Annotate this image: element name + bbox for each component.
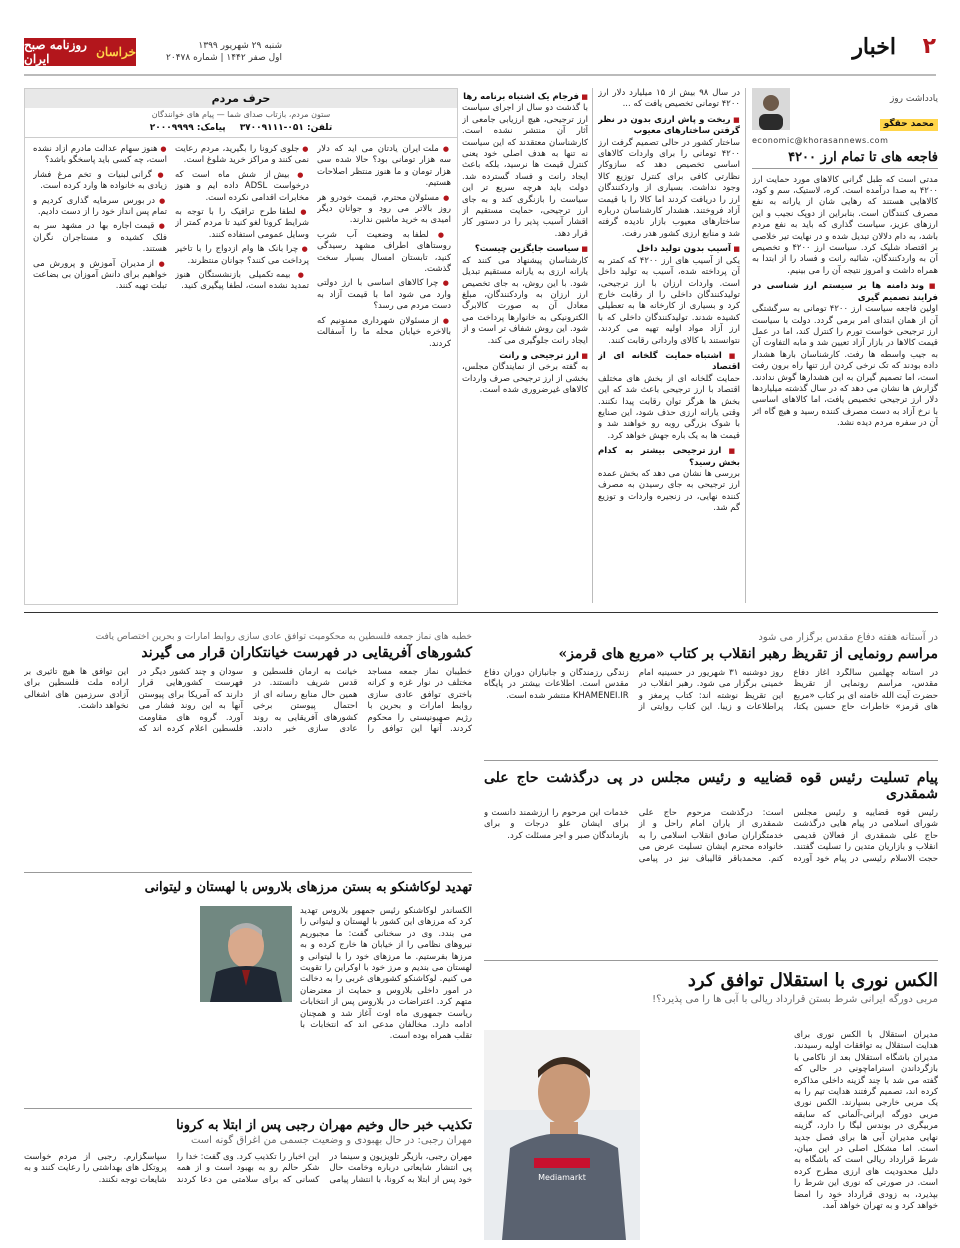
nouri-text: مدیران استقلال با الکس نوری برای هدایت استقلال به توافقات اولیه رسیدند. مدیران باشگاه استقلال بعد از ناکامی با بازگرداندن استراماچونی در حالی که گفته می شد با چند گزینه داخلی مذاکره کرده اند، تصمیم گرفتند هدایت تیم را به یک مربی خارجی بسپارند. الکس نوری مربی دورگه ایرانی-آلمانی که سابقه مربیگری در بوندس لیگا را دارد، گزینه نهایی مدیران آبی ها برای فصل جدید است. اما مشکل اصلی در این میان، شرط قرارداد ریالی است که باشگاه به دلیل محدودیت های ارزی مطرح کرده است. در صورتی که نوری این شرط را بپذیرد، به زودی قرارداد خود را امضا خواهد کرد و به تهران خواهد آمد. — [794, 1030, 938, 1212]
col2-sub3-text: حمایت گلخانه ای از بخش های مختلف اقتصاد با ارز ترجیحی باعث شد که این بخش ها هرگز توان رقابت پیدا نکنند. وقتی یارانه ارزی حذف شود، این صنایع با شوک بزرگی روبه رو خواهند شد و قیمت ها به یک باره جهش خواهد کرد. — [598, 373, 740, 441]
editorial-intro: مدتی است که طبل گرانی کالاهای مورد حمایت ارز ۴۲۰۰ به صدا درآمده است. کره، لاستیک، سم و کود، کالاهایی هستند که رهایی شان از یارانه به نفع مصرف کنندگان است. بنابراین از دوپک نجیب و این ارزهای عزیز، سیاست گذاری که باید به نفع مردم باشد، به دام دلالان تبدیل شده و در نهایت تیر خلاصی بر اقتصاد شلیک کرد. سیاست ارز ۴۲۰۰ و تخصیص آن به واردکنندگان، شائبه رانت و فساد را از ابتدا به همراه داشت و امروز نتیجه آن را می بینیم. — [752, 174, 938, 276]
nouri-title: الکس نوری با استقلال توافق کرد — [687, 970, 938, 991]
divider — [484, 960, 938, 961]
story-nouri — [484, 970, 938, 1011]
messages-column-2 — [175, 144, 309, 584]
condolence-title: پیام تسلیت رئیس قوه قضاییه و رئیس مجلس در پی درگذشت حاج علی شمقدری — [484, 770, 938, 802]
sms-number: ۲۰۰۰۹۹۹۹ — [149, 123, 194, 133]
nouri-kicker: مربی دورگه ایرانی شرط بستن قرارداد ریالی با آبی ها را می پذیرد؟! — [652, 994, 938, 1005]
people-box-title: حرف مردم — [25, 89, 457, 108]
editorial-author: محمد حقگو — [880, 119, 938, 130]
col2-lead: در سال ۹۸ بیش از ۱۵ میلیارد دلار ارز ۴۲۰۰ تومانی تخصیص یافت که ... — [598, 88, 740, 110]
reader-message: ● قیمت اجاره بها در مشهد سر به فلک کشیده و مستاجران نگران هستند. — [33, 221, 167, 255]
reader-message: ● لطفا طرح ترافیک را با توجه به شرایط کرونا لغو کنید تا مردم کمتر از وسایل عمومی استفاده کنند. — [175, 207, 309, 241]
logo-tagline: روزنامه صبح ایران — [24, 38, 87, 66]
col3-sub2-text: کارشناسان پیشنهاد می کنند که یارانه ارزی به یارانه مستقیم تبدیل شود. با این روش، به جای تخصیص ارز ارزان به واردکنندگان، مبلغ معادل آن به صورت کالابرگ الکترونیکی به خانوارها پرداخت می شود. این روش شفاف تر است و از ایجاد رانت جلوگیری می کند. — [462, 255, 588, 346]
col2-sub2: ■ آسیب بدون تولید داخل — [598, 244, 740, 255]
divider — [24, 1108, 472, 1109]
palestine-title: کشورهای آفریقایی در فهرست خیانتکاران قرار می گیرند — [141, 645, 472, 661]
col2-sub4: ■ ارز ترجیحی بیشتر به کدام بخش رسید؟ — [598, 446, 740, 469]
reader-message: ● مسئولان محترم، قیمت خودرو هر روز بالاتر می رود و جوانان دیگر امیدی به خرید ماشین ندارند. — [317, 193, 451, 227]
reader-message: ● بیش از شش ماه است که درخواست ADSL داده ایم و هنوز مخابرات اقدامی نکرده است. — [175, 170, 309, 204]
reader-message: ● در بورس سرمایه گذاری کردیم و تمام پس انداز خود را از دست دادیم. — [33, 196, 167, 219]
reader-message: ● گرانی لبنیات و تخم مرغ فشار زیادی به خانواده ها وارد کرده است. — [33, 170, 167, 193]
mehran-kicker: مهران رجبی: در حال بهبودی و وضعیت جسمی من اغراق گونه است — [190, 1135, 472, 1146]
reader-message: ● جلوی کرونا را بگیرید، مردم رعایت نمی کنند و مراکز خرید شلوغ است. — [175, 144, 309, 167]
reader-message: ● بیمه تکمیلی بازنشستگان هنوز تمدید نشده است، لطفا پیگیری کنید. — [175, 270, 309, 293]
nouri-text-continued — [646, 1030, 788, 1240]
logo-brand: خراسان — [96, 45, 136, 59]
divider — [592, 88, 593, 603]
editorial-column — [752, 88, 938, 603]
people-box — [24, 88, 458, 605]
date-line — [142, 40, 282, 64]
reader-message: ● هنوز سهام عدالت مادرم آزاد نشده است، چه کسی باید پاسخگو باشد؟ — [33, 144, 167, 167]
divider — [745, 88, 746, 603]
author-avatar — [752, 88, 790, 130]
belarus-title: تهدید لوکاشنکو به بستن مرزهای بلاروس با لهستان و لیتوانی — [144, 880, 472, 895]
mehran-text: مهران رجبی، بازیگر تلویزیون و سینما در پی انتشار شایعاتی درباره وخامت حال خود پس از ابتلا به کرونا، با انتشار پیامی این اخبار را تکذیب کرد. وی گفت: خدا را شکر حالم رو به بهبود است و از همه کسانی که برای سلامتی من دعا کردند سپاسگزارم. رجبی از مردم خواست پروتکل های بهداشتی را رعایت کنند و به شایعات توجه نکنند. — [24, 1152, 472, 1185]
divider — [24, 612, 938, 613]
people-messages — [25, 138, 457, 590]
palestine-text: خطیبان نماز جمعه مساجد مختلف در نوار غزه و کرانه باختری توافق عادی سازی روابط امارات و بحرین با رژیم صهیونیستی را محکوم کردند. آنها این توافق را خیانت به آرمان فلسطین و قدس شریف دانستند. در همین حال منابع رسانه ای از احتمال پیوستن برخی کشورهای آفریقایی به روند عادی سازی خبر دادند. سودان و چند کشور دیگر در فهرست کشورهایی قرار دارند که آمریکا برای پیوستن آنها به این روند فشار می آورد. گروه های مقاومت فلسطین اعلام کرده اند که این توافق ها هیچ تاثیری بر اراده ملت فلسطین برای آزادی سرزمین های اشغالی نخواهد داشت. — [24, 667, 472, 735]
people-box-subtitle: ستون مردم، بازتاب صدای شما — پیام های خوانندگان — [151, 110, 331, 119]
editorial-sub1: ■ وند دامنه ها بر سیستم ارز شناسی در فرایند تصمیم گیری — [752, 281, 938, 304]
page-header — [24, 28, 936, 76]
phone-number: ۰۵۱-۳۷۰۰۹۱۱۱ — [239, 123, 304, 133]
reader-message: ● از مسئولان شهرداری ممنونیم که بالاخره خیابان محله ما را آسفالت کردند. — [317, 316, 451, 350]
article-column-3 — [462, 88, 588, 603]
editorial-sub1-text: اولین فاجعه سیاست ارز ۴۲۰۰ تومانی به سرگشتگی آن از همان ابتدای امر برمی گردد. دولت با سیاست ارز ترجیحی خواست تورم را کنترل کند، اما در عمل قیمت کالاها در بازار آزاد تعیین شد و مابه التفاوت آن به جیب واسطه ها رفت. کارشناسان بارها هشدار داده بودند که تک نرخی کردن ارز تنها راه برون رفت است، اما تصمیم گیران به این هشدارها گوش ندادند. گزارش ها نشان می دهد که در سال گذشته میلیاردها دلار ارز ترجیحی تخصیص یافت، اما کالاهای اساسی با نرخ آزاد به دست مصرف کننده رسید و هیچ گاه اثر آن در سفره مردم دیده نشد. — [752, 304, 938, 429]
date-line-1: شنبه ۲۹ شهریور ۱۳۹۹ — [198, 41, 282, 51]
col2-sub4-text: بررسی ها نشان می دهد که بخش عمده ارز ترجیحی به جای رسیدن به مصرف کننده نهایی، در زنجیره واردات و توزیع گم شد. — [598, 469, 740, 514]
col2-sub2-text: یکی از آسیب های ارز ۴۲۰۰ که کمتر به آن پرداخته شده، آسیب به تولید داخل است. واردات ارزان با ارز ترجیحی، تولیدکنندگان داخلی را از رقابت خارج کرد و بسیاری از کارخانه ها به تعطیلی کشیده شدند. تولیدکنندگان داخلی که با ارز آزاد مواد اولیه تهیه می کردند، نتوانستند با کالای وارداتی رقابت کنند. — [598, 255, 740, 346]
section-title: اخبار — [852, 34, 896, 60]
story-belarus — [24, 880, 472, 901]
reader-message: ● چرا کالاهای اساسی با ارز دولتی وارد می شود اما با قیمت آزاد به دست مردم می رسد؟ — [317, 278, 451, 312]
phone-contact[interactable]: تلفن: ۰۵۱-۳۷۰۰۹۱۱۱ — [239, 123, 333, 133]
story-book — [484, 632, 938, 754]
mehran-title: تکذیب خبر حال وخیم مهران رجبی پس از ابتلا به کرونا — [176, 1118, 472, 1133]
belarus-text: الکساندر لوکاشنکو رئیس جمهور بلاروس تهدید کرد که مرزهای این کشور با لهستان و لیتوانی را می بندد. وی در سخنانی گفت: ما مجبوریم نیروهای نظامی را از خیابان ها خارج کرده و به مرزها بفرستیم. ما مرزهای خود را با لیتوانی و لهستان می بندیم و مرز خود با اوکراین را تقویت می کنیم. لوکاشنکو کشورهای غربی را به دخالت در امور داخلی بلاروس و حمایت از معترضان متهم کرد. اعتراضات در بلاروس پس از انتخابات ریاست جمهوری ماه اوت آغاز شد و همچنان ادامه دارد. مخالفان مدعی اند که انتخابات با تقلب همراه بوده است. — [300, 906, 472, 1042]
col2-sub1: ■ ریخت و پاش ارزی بدون در نظر گرفتن ساختارهای معیوب — [598, 115, 740, 138]
svg-text:Mediamarkt: Mediamarkt — [538, 1173, 586, 1182]
sms-contact[interactable]: پیامک: ۲۰۰۰۹۹۹۹ — [149, 123, 226, 133]
nouri-photo — [484, 1030, 640, 1240]
belarus-text-continued — [24, 906, 194, 1096]
col3-sub3-text: به گفته برخی از نمایندگان مجلس، بخشی از ارز ترجیحی صرف واردات کالاهای غیرضروری شده است. — [462, 362, 588, 396]
editorial-title: فاجعه های تا تمام ارز ۴۲۰۰ — [752, 152, 938, 168]
reader-message: ● لطفا به وضعیت آب شرب روستاهای اطراف مشهد رسیدگی کنید، تابستان امسال بسیار سخت گذشت. — [317, 230, 451, 276]
col3-sub1-text: با گذشت دو سال از اجرای سیاست ارز ترجیحی، هیچ ارزیابی جامعی از آثار آن منتشر نشده است. کارشناسان معتقدند که این سیاست نه تنها به هدف اصلی خود یعنی کنترل قیمت ها نرسید، بلکه باعث ایجاد رانت و فساد گسترده شد. دولت باید هرچه سریع تر این سیاست را بازنگری کند و به جای ارز ترجیحی، حمایت مستقیم از اقشار آسیب پذیر را در دستور کار قرار دهد. — [462, 103, 588, 239]
sms-label: پیامک — [200, 123, 226, 133]
page-number: ۲ — [922, 34, 936, 59]
col2-sub1-text: ساختار کشور در حالی تصمیم گرفت ارز ۴۲۰۰ تومانی را برای واردات کالاهای اساسی تخصیص دهد که سازوکار نظارتی کافی برای کنترل توزیع کالا وجود نداشت. بسیاری از واردکنندگان ارز را دریافت کردند اما کالا را با قیمت آزاد فروختند. هشدار کارشناسان درباره ساختارهای معیوب بازار نادیده گرفته شد و منابع ارزی کشور هدر رفت. — [598, 137, 740, 239]
col2-sub3: ■ اشتباه حمایت گلخانه ای از اقتصاد — [598, 351, 740, 374]
book-text: در آستانه چهلمین سالگرد آغاز دفاع مقدس، مراسم رونمایی از تقریظ حضرت آیت الله خامنه ای بر کتاب «مربع های قرمز» خاطرات حاج حسین یکتا، روز دوشنبه ۳۱ شهریور در حسینیه امام خمینی برگزار می شود. رهبر انقلاب در این تقریظ نوشته اند: کتاب پرمغز و پراطلاعات و زیبا. این کتاب روایتی از زندگی رزمندگان و جانبازان دوران دفاع مقدس است. اطلاعات بیشتر در پایگاه KHAMENEI.IR منتشر شده است. — [484, 668, 938, 713]
messages-column-3 — [33, 144, 167, 584]
story-condolence — [484, 770, 938, 968]
divider — [484, 760, 938, 761]
col3-sub2: ■ سیاست جایگزین چیست؟ — [462, 244, 588, 255]
newspaper-logo — [24, 38, 136, 66]
editorial-kicker: یادداشت روز — [889, 94, 938, 104]
col3-sub3: ■ ارز ترجیحی و رانت — [462, 351, 588, 362]
col3-sub1: ■ فرجام یک اشتباه برنامه رها — [462, 92, 588, 103]
book-title: مراسم رونمایی از تقریظ رهبر انقلاب بر کتاب «مربع های قرمز» — [558, 646, 938, 662]
story-palestine — [24, 632, 472, 847]
people-box-contacts — [25, 121, 457, 138]
reader-message: ● چرا بانک ها وام ازدواج را با تاخیر پرداخت می کنند؟ جوانان منتظرند. — [175, 244, 309, 267]
reader-message: ● از مدیران آموزش و پرورش می خواهیم برای دانش آموزان بی بضاعت تبلت تهیه کنند. — [33, 259, 167, 293]
lukashenko-photo — [200, 906, 292, 1002]
date-line-2: اول صفر ۱۴۴۲ | شماره ۲۰۴۷۸ — [166, 53, 282, 63]
book-kicker: در آستانه هفته دفاع مقدس برگزار می شود — [758, 632, 938, 643]
divider — [24, 872, 472, 873]
editorial-byline — [752, 88, 938, 131]
messages-column-1 — [317, 144, 451, 584]
story-mehran — [24, 1118, 472, 1234]
article-column-2 — [598, 88, 740, 603]
condolence-text: رئیس قوه قضاییه و رئیس مجلس شورای اسلامی در پیام هایی درگذشت حاج علی شمقدری از فعالان قدیمی انقلاب و بازاریان متدین را تسلیت گفتند. حجت الاسلام رئیسی در پیام خود آورده است: درگذشت مرحوم حاج علی شمقدری از یاران امام راحل و از خدمتگزاران صادق انقلاب اسلامی را به خانواده محترم ایشان تسلیت عرض می کنم. محمدباقر قالیباف نیز در پیامی خدمات این مرحوم را ارزشمند دانست و برای ایشان علو درجات و برای بازماندگان صبر و اجر مسئلت کرد. — [484, 808, 938, 864]
phone-label: تلفن — [310, 123, 333, 133]
reader-message: ● ملت ایران یادتان می آید که دلار سه هزار تومانی بود؟ حالا شده سی هزار تومان و ما هنوز منتظر اصلاحات هستیم. — [317, 144, 451, 190]
editorial-email[interactable]: economic@khorasannews.com — [752, 135, 889, 145]
palestine-kicker: خطبه های نماز جمعه فلسطین به محکومیت توافق عادی سازی روابط امارات و بحرین اختصاص یافت — [95, 632, 472, 642]
